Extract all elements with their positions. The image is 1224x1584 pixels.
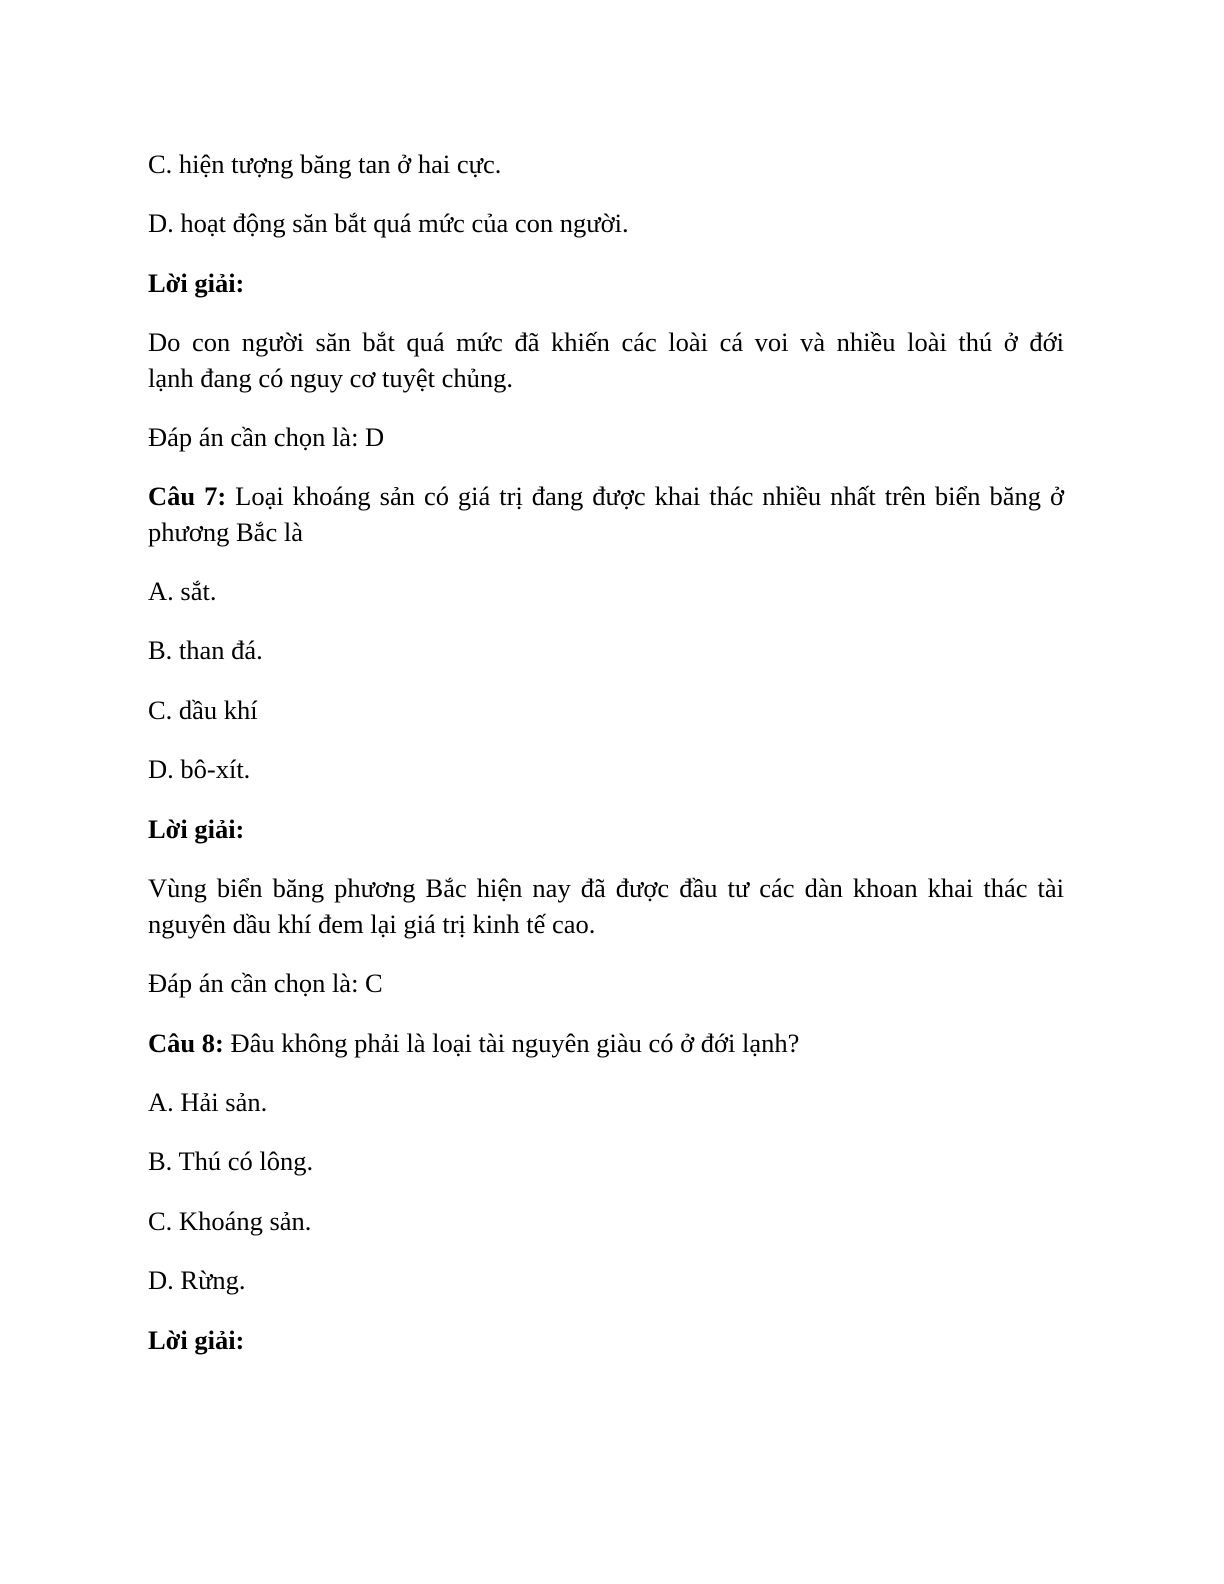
q7-answer: Đáp án cần chọn là: C bbox=[148, 968, 383, 998]
q6-option-d: D. hoạt động săn bắt quá mức của con người. bbox=[148, 208, 629, 238]
q8-solution-label: Lời giải: bbox=[148, 1325, 245, 1355]
q6-option-c: C. hiện tượng băng tan ở hai cực. bbox=[148, 149, 502, 179]
q7-solution-label: Lời giải: bbox=[148, 814, 245, 844]
q7-explanation bbox=[148, 870, 1064, 942]
q6-solution-label: Lời giải: bbox=[148, 268, 245, 298]
q8-label: Câu 8: bbox=[148, 1028, 224, 1058]
q6-explanation bbox=[148, 324, 1064, 396]
q8-option-a: A. Hải sản. bbox=[148, 1087, 268, 1117]
q7-question-line-2: phương Bắc là bbox=[148, 517, 303, 547]
q6-explanation-line-2: lạnh đang có nguy cơ tuyệt chủng. bbox=[148, 363, 514, 393]
q7-option-d: D. bô-xít. bbox=[148, 754, 251, 784]
q7-option-a: A. sắt. bbox=[148, 576, 217, 606]
q8-question: Câu 8: Đâu không phải là loại tài nguyên giàu có ở đới lạnh? bbox=[148, 1028, 800, 1058]
q8-option-c: C. Khoáng sản. bbox=[148, 1206, 312, 1236]
q7-option-b: B. than đá. bbox=[148, 635, 263, 665]
q7-label: Câu 7: bbox=[148, 481, 227, 511]
q7-question bbox=[148, 478, 1064, 550]
q7-explanation-line-1: Vùng biển băng phương Bắc hiện nay đã được đầu tư các dàn khoan khai thác tài bbox=[148, 873, 1064, 903]
q7-question-line-1: Câu 7: Loại khoáng sản có giá trị đang được khai thác nhiều nhất trên biển băng ở bbox=[148, 481, 1064, 511]
q7-explanation-line-2: nguyên dầu khí đem lại giá trị kinh tế cao. bbox=[148, 909, 596, 939]
q7-option-c: C. dầu khí bbox=[148, 695, 258, 725]
q6-explanation-line-1: Do con người săn bắt quá mức đã khiến các loài cá voi và nhiều loài thú ở đới bbox=[148, 327, 1064, 357]
q6-answer: Đáp án cần chọn là: D bbox=[148, 422, 385, 452]
q8-option-b: B. Thú có lông. bbox=[148, 1146, 314, 1176]
q8-option-d: D. Rừng. bbox=[148, 1265, 246, 1295]
